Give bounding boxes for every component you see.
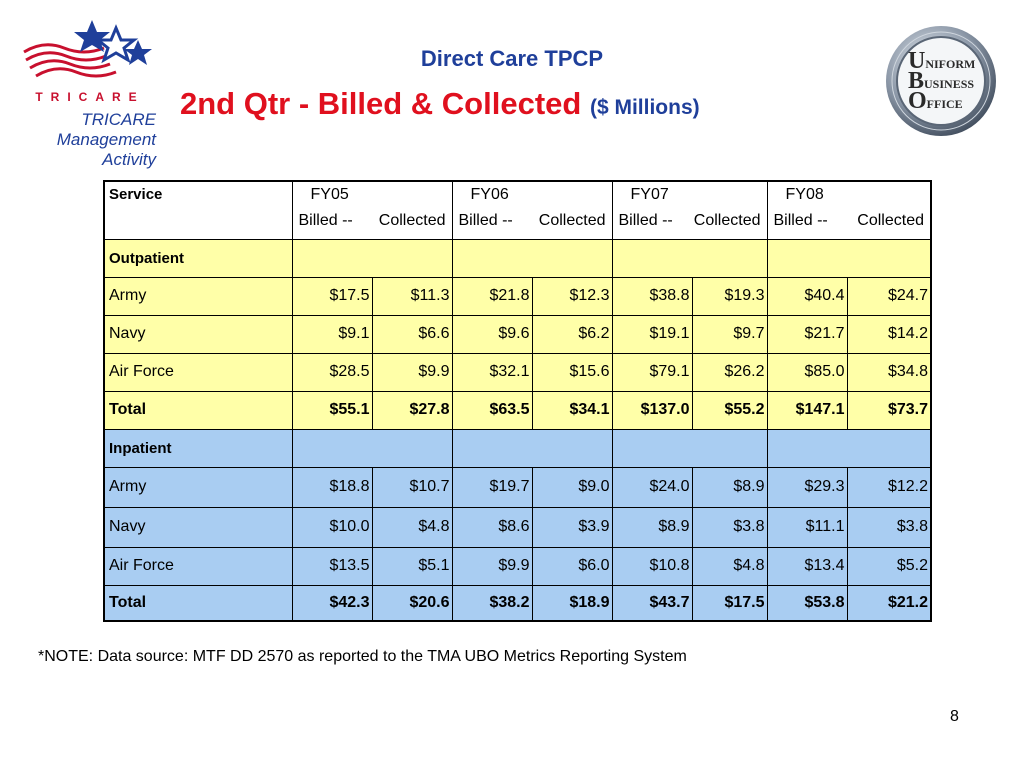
collected-cell: $21.2 xyxy=(847,585,931,621)
empty-cell xyxy=(767,429,931,467)
collected-cell: $27.8 xyxy=(372,391,452,429)
fiscal-year-header xyxy=(612,181,767,239)
collected-cell: $18.9 xyxy=(532,585,612,621)
billed-cell: $11.1 xyxy=(767,507,847,547)
fiscal-year-header xyxy=(292,181,452,239)
billed-cell: $10.8 xyxy=(612,547,692,585)
service-header: Service xyxy=(104,181,292,239)
empty-cell xyxy=(452,429,612,467)
collected-cell: $4.8 xyxy=(692,547,767,585)
billed-cell: $32.1 xyxy=(452,353,532,391)
collected-cell: $3.9 xyxy=(532,507,612,547)
collected-cell: $19.3 xyxy=(692,277,767,315)
fiscal-year-subheaders xyxy=(453,208,612,234)
service-cell: Army xyxy=(104,277,292,315)
fiscal-year-label: FY06 xyxy=(470,186,509,203)
billed-cell: $8.9 xyxy=(612,507,692,547)
table-row xyxy=(104,353,931,391)
billed-cell: $13.4 xyxy=(767,547,847,585)
billed-cell: $9.6 xyxy=(452,315,532,353)
collected-cell: $10.7 xyxy=(372,467,452,507)
collected-cell: $15.6 xyxy=(532,353,612,391)
service-cell: Air Force xyxy=(104,353,292,391)
billed-subheader: Billed -- xyxy=(618,212,673,229)
total-row xyxy=(104,391,931,429)
collected-cell: $34.1 xyxy=(532,391,612,429)
collected-cell: $11.3 xyxy=(372,277,452,315)
collected-cell: $73.7 xyxy=(847,391,931,429)
empty-cell xyxy=(767,239,931,277)
billed-cell: $28.5 xyxy=(292,353,372,391)
billed-cell: $9.1 xyxy=(292,315,372,353)
billed-cell: $55.1 xyxy=(292,391,372,429)
collected-cell: $55.2 xyxy=(692,391,767,429)
header-row xyxy=(104,181,931,239)
billed-cell: $19.1 xyxy=(612,315,692,353)
org-name-line-1: TRICARE xyxy=(81,110,156,129)
service-cell: Navy xyxy=(104,315,292,353)
collected-cell: $6.0 xyxy=(532,547,612,585)
collected-cell: $26.2 xyxy=(692,353,767,391)
collected-cell: $14.2 xyxy=(847,315,931,353)
org-name-line-2: Management xyxy=(56,130,156,149)
billed-cell: $40.4 xyxy=(767,277,847,315)
service-cell: Total xyxy=(104,585,292,621)
billed-cell: $79.1 xyxy=(612,353,692,391)
section-row xyxy=(104,239,931,277)
service-cell: Army xyxy=(104,467,292,507)
section-row xyxy=(104,429,931,467)
empty-cell xyxy=(292,429,452,467)
billed-cell: $63.5 xyxy=(452,391,532,429)
billed-collected-table xyxy=(103,180,932,622)
billed-cell: $13.5 xyxy=(292,547,372,585)
billed-cell: $21.7 xyxy=(767,315,847,353)
collected-cell: $6.2 xyxy=(532,315,612,353)
collected-cell: $4.8 xyxy=(372,507,452,547)
billed-cell: $21.8 xyxy=(452,277,532,315)
empty-cell xyxy=(292,239,452,277)
empty-cell xyxy=(612,429,767,467)
billed-cell: $137.0 xyxy=(612,391,692,429)
billed-subheader: Billed -- xyxy=(298,212,353,229)
seal-line-1: UNIFORM xyxy=(908,48,976,74)
collected-cell: $8.9 xyxy=(692,467,767,507)
service-cell: Navy xyxy=(104,507,292,547)
collected-subheader: Collected xyxy=(538,212,606,229)
billed-cell: $19.7 xyxy=(452,467,532,507)
tricare-wordmark: TRICARE xyxy=(35,90,145,104)
billed-cell: $10.0 xyxy=(292,507,372,547)
collected-cell: $12.3 xyxy=(532,277,612,315)
collected-cell: $20.6 xyxy=(372,585,452,621)
billed-cell: $9.9 xyxy=(452,547,532,585)
collected-cell: $17.5 xyxy=(692,585,767,621)
collected-subheader: Collected xyxy=(693,212,761,229)
collected-cell: $9.0 xyxy=(532,467,612,507)
fiscal-year-header xyxy=(767,181,931,239)
section-label: Outpatient xyxy=(104,239,292,277)
service-cell: Air Force xyxy=(104,547,292,585)
table-row xyxy=(104,315,931,353)
service-cell: Total xyxy=(104,391,292,429)
collected-subheader: Collected xyxy=(857,212,924,229)
fiscal-year-label: FY05 xyxy=(310,186,349,203)
fiscal-year-label: FY08 xyxy=(785,186,824,203)
page-number: 8 xyxy=(950,708,959,725)
billed-cell: $85.0 xyxy=(767,353,847,391)
billed-cell: $17.5 xyxy=(292,277,372,315)
seal-line-2: BUSINESS xyxy=(908,68,975,94)
seal-line-3: OFFICE xyxy=(908,88,963,114)
fiscal-year-label: FY07 xyxy=(630,186,669,203)
billed-cell: $24.0 xyxy=(612,467,692,507)
billed-cell: $18.8 xyxy=(292,467,372,507)
slide-subtitle xyxy=(180,86,880,122)
collected-cell: $6.6 xyxy=(372,315,452,353)
collected-cell: $12.2 xyxy=(847,467,931,507)
fiscal-year-subheaders xyxy=(768,208,931,234)
org-name-line-3: Activity xyxy=(102,150,156,169)
data-source-note: *NOTE: Data source: MTF DD 2570 as reported to the TMA UBO Metrics Reporting System xyxy=(38,648,687,665)
fiscal-year-subheaders xyxy=(613,208,767,234)
billed-cell: $38.8 xyxy=(612,277,692,315)
billed-cell: $43.7 xyxy=(612,585,692,621)
collected-cell: $3.8 xyxy=(692,507,767,547)
billed-subheader: Billed -- xyxy=(458,212,513,229)
billed-cell: $29.3 xyxy=(767,467,847,507)
total-row xyxy=(104,585,931,621)
slide-title: Direct Care TPCP xyxy=(420,46,604,71)
section-label: Inpatient xyxy=(104,429,292,467)
fiscal-year-subheaders xyxy=(293,208,452,234)
collected-cell: $3.8 xyxy=(847,507,931,547)
table-row xyxy=(104,277,931,315)
empty-cell xyxy=(452,239,612,277)
table-row xyxy=(104,507,931,547)
collected-cell: $9.9 xyxy=(372,353,452,391)
empty-cell xyxy=(612,239,767,277)
billed-cell: $147.1 xyxy=(767,391,847,429)
collected-cell: $5.2 xyxy=(847,547,931,585)
subtitle-text: 2nd Qtr - Billed & Collected xyxy=(180,86,582,121)
collected-cell: $34.8 xyxy=(847,353,931,391)
collected-cell: $24.7 xyxy=(847,277,931,315)
billed-subheader: Billed -- xyxy=(773,212,828,229)
fiscal-year-header xyxy=(452,181,612,239)
billed-cell: $38.2 xyxy=(452,585,532,621)
billed-cell: $53.8 xyxy=(767,585,847,621)
collected-cell: $5.1 xyxy=(372,547,452,585)
collected-cell: $9.7 xyxy=(692,315,767,353)
billed-cell: $8.6 xyxy=(452,507,532,547)
table-row xyxy=(104,547,931,585)
collected-subheader: Collected xyxy=(378,212,446,229)
subtitle-unit: ($ Millions) xyxy=(589,96,700,119)
tricare-logo xyxy=(20,18,160,169)
billed-cell: $42.3 xyxy=(292,585,372,621)
table-row xyxy=(104,467,931,507)
ubo-seal xyxy=(884,24,998,138)
